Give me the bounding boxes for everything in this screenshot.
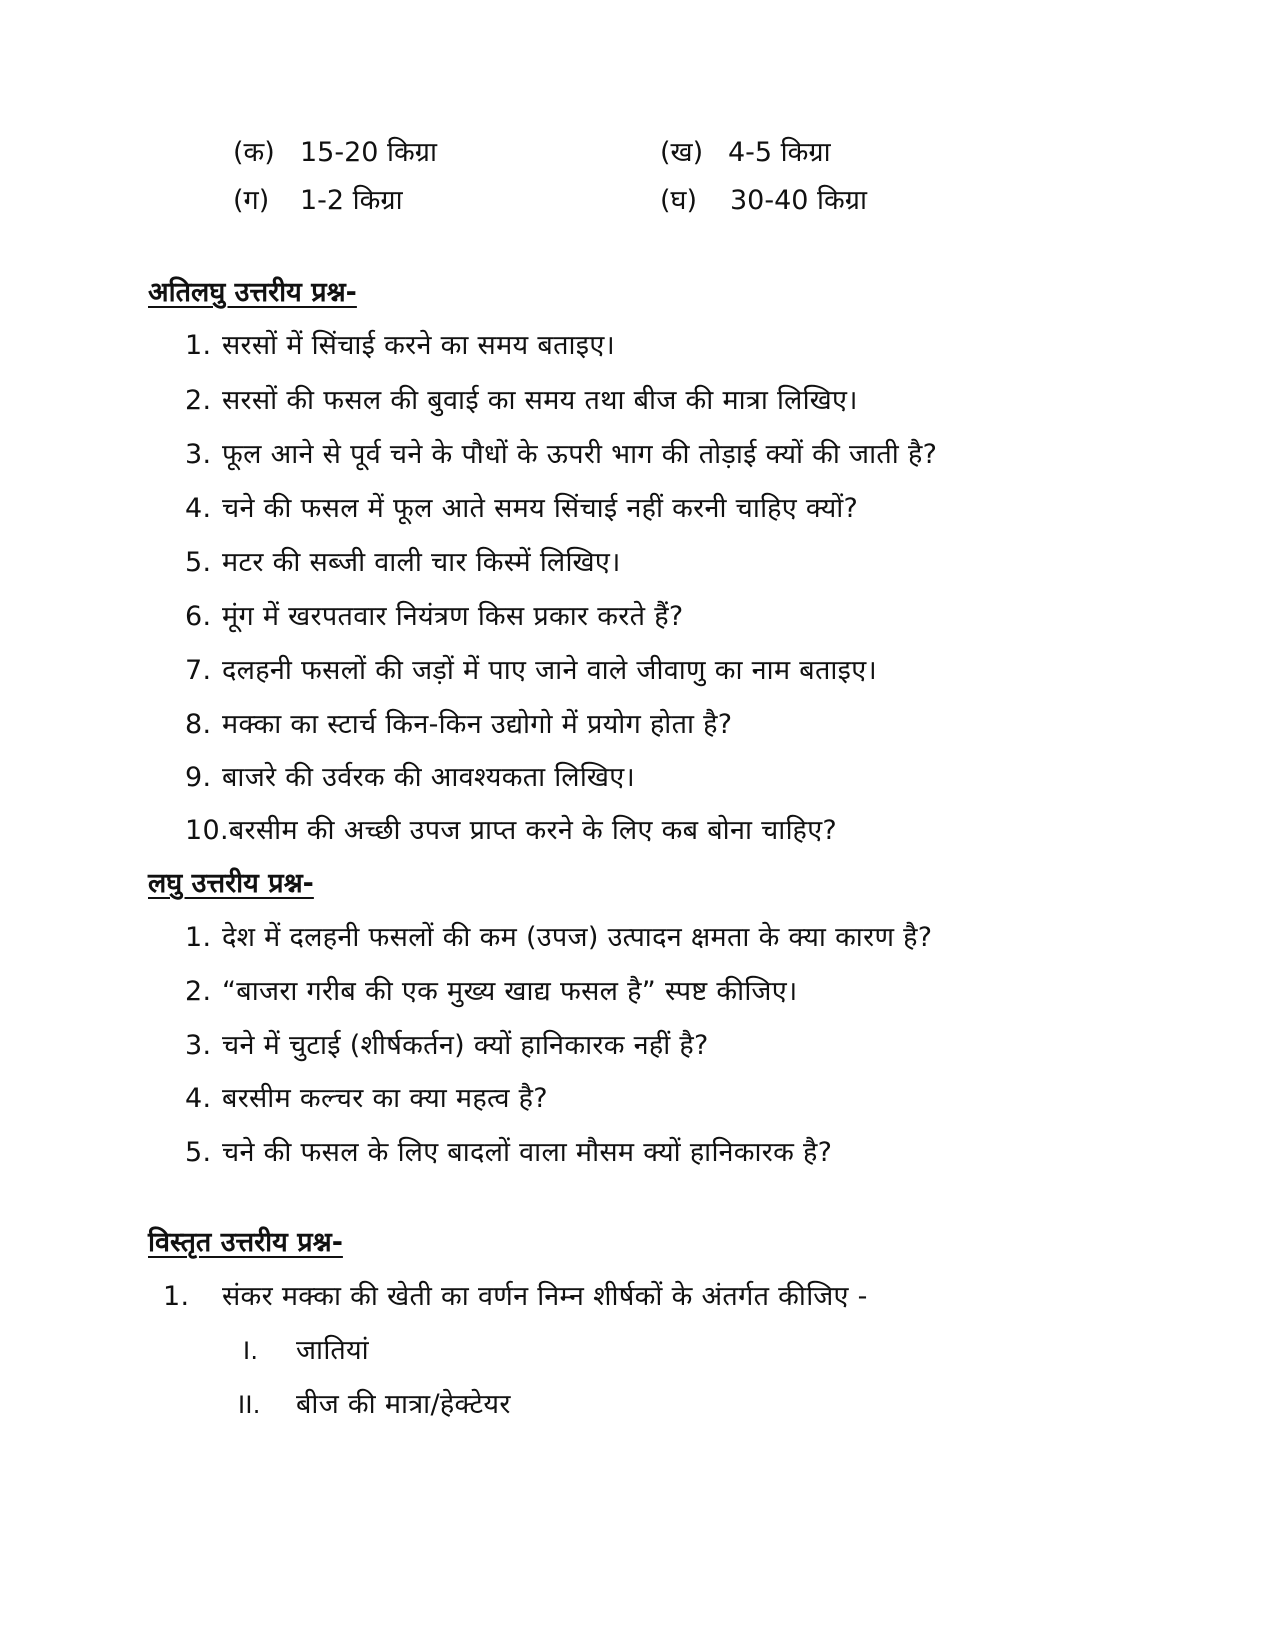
- long-subitem-2: [238, 1384, 511, 1421]
- option-text: 1-2 किग्रा: [300, 185, 403, 216]
- short-question-3: [185, 1025, 709, 1062]
- section-heading-long: विस्तृत उत्तरीय प्रश्न-: [148, 1227, 343, 1258]
- section-heading-very-short: अतिलघु उत्तरीय प्रश्न-: [148, 277, 357, 308]
- very-short-question-6: [185, 596, 684, 633]
- very-short-question-5: [185, 542, 621, 579]
- question-text: मूंग में खरपतवार नियंत्रण किस प्रकार करते हैं?: [222, 601, 684, 632]
- question-text: बाजरे की उर्वरक की आवश्यकता लिखिए।: [222, 762, 636, 793]
- option-text: 15-20 किग्रा: [300, 137, 437, 168]
- option-text: 30-40 किग्रा: [730, 185, 867, 216]
- question-text: संकर मक्का की खेती का वर्णन निम्न शीर्षकों के अंतर्गत कीजिए -: [222, 1281, 868, 1312]
- mcq-option-b: [660, 132, 831, 169]
- question-number: 3.: [185, 439, 212, 470]
- question-number: 9.: [185, 762, 212, 793]
- question-text: “बाजरा गरीब की एक मुख्य खाद्य फसल है” स्पष्ट कीजिए।: [222, 976, 798, 1007]
- option-text: 4-5 किग्रा: [728, 137, 831, 168]
- long-question-1: [163, 1276, 868, 1313]
- option-label: (क): [233, 137, 275, 168]
- option-label: (ख): [660, 137, 704, 168]
- short-question-2: [185, 971, 797, 1008]
- question-number: 4.: [185, 1083, 212, 1114]
- mcq-option-a: [233, 132, 437, 169]
- very-short-question-4: [185, 488, 858, 525]
- option-label: (घ): [660, 185, 698, 216]
- very-short-question-2: [185, 380, 858, 417]
- question-text: चने में चुटाई (शीर्षकर्तन) क्यों हानिकारक नहीं है?: [222, 1030, 709, 1061]
- question-number: 5.: [185, 547, 212, 578]
- very-short-question-7: [185, 650, 877, 687]
- question-number: 8.: [185, 709, 212, 740]
- question-number: 6.: [185, 601, 212, 632]
- mcq-option-d: [660, 180, 867, 217]
- subitem-text: जातियां: [296, 1335, 369, 1366]
- section-heading-short: लघु उत्तरीय प्रश्न-: [148, 868, 314, 899]
- very-short-question-1: [185, 325, 615, 362]
- question-number: 10.: [185, 815, 229, 846]
- short-question-4: [185, 1078, 548, 1115]
- question-number: 4.: [185, 493, 212, 524]
- short-question-1: [185, 917, 932, 954]
- question-text: सरसों की फसल की बुवाई का समय तथा बीज की मात्रा लिखिए।: [222, 385, 858, 416]
- very-short-question-3: [185, 434, 937, 471]
- question-number: 2.: [185, 976, 212, 1007]
- question-number: 7.: [185, 655, 212, 686]
- long-subitem-1: [243, 1330, 369, 1367]
- question-number: 5.: [185, 1137, 212, 1168]
- question-text: बरसीम कल्चर का क्या महत्व है?: [222, 1083, 548, 1114]
- question-number: 3.: [185, 1030, 212, 1061]
- question-number: 1.: [185, 330, 212, 361]
- subitem-number: II.: [238, 1391, 261, 1419]
- subitem-text: बीज की मात्रा/हेक्टेयर: [296, 1389, 511, 1420]
- question-text: सरसों में सिंचाई करने का समय बताइए।: [222, 330, 616, 361]
- question-text: चने की फसल के लिए बादलों वाला मौसम क्यों हानिकारक है?: [222, 1137, 833, 1168]
- question-text: चने की फसल में फूल आते समय सिंचाई नहीं करनी चाहिए क्यों?: [222, 493, 859, 524]
- short-question-5: [185, 1132, 832, 1169]
- mcq-option-c: [233, 180, 403, 217]
- question-text: मक्का का स्टार्च किन-किन उद्योगो में प्रयोग होता है?: [222, 709, 733, 740]
- question-number: 2.: [185, 385, 212, 416]
- question-number: 1.: [185, 922, 212, 953]
- question-text: फूल आने से पूर्व चने के पौधों के ऊपरी भाग की तोड़ाई क्यों की जाती है?: [222, 439, 938, 470]
- option-label: (ग): [233, 185, 270, 216]
- very-short-question-10: [185, 810, 837, 847]
- question-text: दलहनी फसलों की जड़ों में पाए जाने वाले जीवाणु का नाम बताइए।: [222, 655, 877, 686]
- very-short-question-8: [185, 704, 732, 741]
- very-short-question-9: [185, 757, 635, 794]
- question-text: देश में दलहनी फसलों की कम (उपज) उत्पादन क्षमता के क्या कारण है?: [222, 922, 933, 953]
- subitem-number: I.: [243, 1337, 259, 1365]
- question-text: बरसीम की अच्छी उपज प्राप्त करने के लिए कब बोना चाहिए?: [228, 815, 838, 846]
- question-number: 1.: [163, 1281, 190, 1312]
- question-text: मटर की सब्जी वाली चार किस्में लिखिए।: [222, 547, 621, 578]
